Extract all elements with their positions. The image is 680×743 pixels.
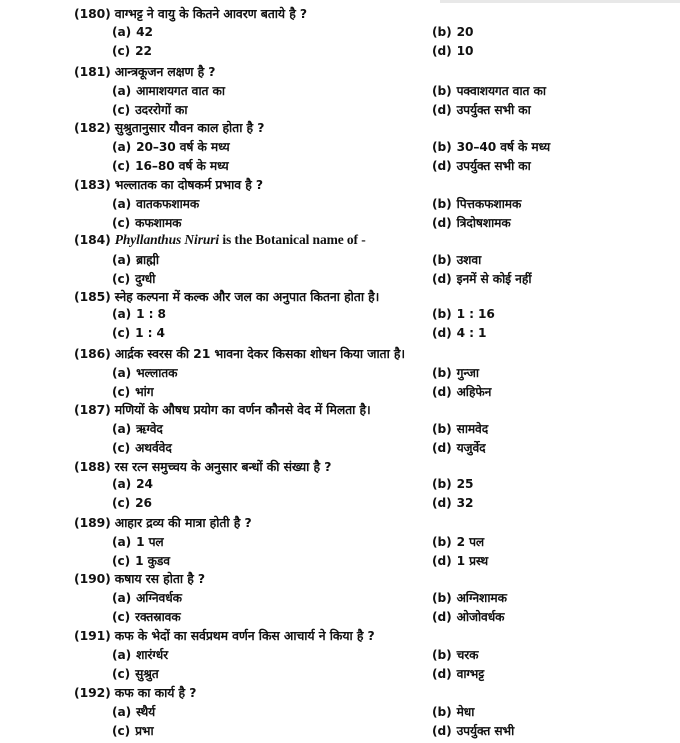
question-number: (192): [74, 685, 111, 700]
question-text: भल्लातक का दोषकर्म प्रभाव है ?: [114, 177, 263, 192]
question-185: [74, 288, 379, 305]
option-c: (c) 22: [112, 44, 152, 58]
option-d: (d) 1 प्रस्थ: [432, 554, 489, 568]
question-192: [74, 684, 196, 701]
option-a: (a) ब्राह्मी: [112, 253, 159, 267]
question-text: आन्त्रकूजन लक्षण है ?: [114, 64, 216, 79]
option-d: (d) 10: [432, 44, 474, 58]
option-c: (c) अथर्ववेद: [112, 441, 172, 455]
option-d: (d) 32: [432, 496, 474, 510]
option-b: (b) 2 पल: [432, 535, 485, 549]
option-c: (c) भांग: [112, 385, 154, 399]
question-text: कषाय रस होता है ?: [114, 571, 206, 586]
option-b: (b) 25: [432, 477, 474, 491]
question-180: [74, 5, 307, 22]
option-c: (c) कफशामक: [112, 216, 182, 230]
option-a: (a) 20–30 वर्ष के मध्य: [112, 140, 230, 154]
option-a: (a) ऋग्वेद: [112, 422, 163, 436]
question-text: कफ का कार्य है ?: [114, 685, 197, 700]
question-text: आर्द्रक स्वरस की 21 भावना देकर किसका शोधन किया जाता है।: [114, 346, 406, 361]
question-183: [74, 176, 263, 193]
option-c: (c) दुग्धी: [112, 272, 156, 286]
option-c: (c) रक्तस्रावक: [112, 610, 181, 624]
question-number: (182): [74, 120, 111, 135]
option-d: (d) ओजोवर्धक: [432, 610, 505, 624]
option-d: (d) यजुर्वेद: [432, 441, 486, 455]
question-number: (187): [74, 402, 111, 417]
question-number: (186): [74, 346, 111, 361]
option-b: (b) अग्निशामक: [432, 591, 507, 605]
question-186: [74, 345, 405, 362]
question-text: कफ के भेदों का सर्वप्रथम वर्णन किस आचार्य ने किया है ?: [114, 628, 375, 643]
option-b: (b) पित्तकफशामक: [432, 197, 522, 211]
question-text: मणियों के औषध प्रयोग का वर्णन कौनसे वेद में मिलता है।: [114, 402, 371, 417]
question-189: [74, 514, 252, 531]
option-c: (c) 26: [112, 496, 152, 510]
question-187: [74, 401, 371, 418]
question-number: (183): [74, 177, 111, 192]
option-a: (a) आमाशयगत वात का: [112, 84, 225, 98]
question-182: [74, 119, 264, 136]
option-c: (c) सुश्रुत: [112, 667, 159, 681]
option-d: (d) 4 : 1: [432, 326, 487, 340]
option-b: (b) 20: [432, 25, 474, 39]
option-d: (d) त्रिदोषशामक: [432, 216, 511, 230]
option-b: (b) सामवेद: [432, 422, 489, 436]
option-b: (b) 1 : 16: [432, 307, 495, 321]
question-191: [74, 627, 375, 644]
option-a: (a) 42: [112, 25, 153, 39]
question-number: (190): [74, 571, 111, 586]
option-d: (d) उपर्युक्त सभी का: [432, 103, 531, 117]
option-a: (a) वातकफशामक: [112, 197, 200, 211]
question-text: रस रत्न समुच्चय के अनुसार बन्धों की संख्या है ?: [114, 459, 332, 474]
option-c: (c) 16–80 वर्ष के मध्य: [112, 159, 229, 173]
question-number: (189): [74, 515, 111, 530]
option-a: (a) 24: [112, 477, 153, 491]
option-d: (d) वाग्भट्ट: [432, 667, 485, 681]
question-text: Phyllanthus Niruri is the Botanical name of -: [114, 232, 366, 247]
option-b: (b) उशवा: [432, 253, 482, 267]
option-d: (d) इनमें से कोई नहीं: [432, 272, 532, 286]
question-181: [74, 63, 215, 80]
option-a: (a) अग्निवर्धक: [112, 591, 182, 605]
option-c: (c) उदररोगों का: [112, 103, 188, 117]
question-number: (184): [74, 232, 111, 247]
option-a: (a) 1 : 8: [112, 307, 166, 321]
question-number: (188): [74, 459, 111, 474]
option-d: (d) अहिफेन: [432, 385, 492, 399]
top-edge-artifact: [440, 0, 680, 3]
option-b: (b) मेधा: [432, 705, 475, 719]
option-a: (a) 1 पल: [112, 535, 164, 549]
option-b: (b) पक्वाशयगत वात का: [432, 84, 546, 98]
question-184: [74, 232, 366, 248]
question-text: वाग्भट्ट ने वायु के कितने आवरण बताये है ?: [114, 6, 307, 21]
option-b: (b) चरक: [432, 648, 479, 662]
question-number: (191): [74, 628, 111, 643]
question-number: (180): [74, 6, 111, 21]
question-190: [74, 570, 205, 587]
question-188: [74, 458, 331, 475]
option-b: (b) गुन्जा: [432, 366, 479, 380]
question-text: स्नेह कल्पना में कल्क और जल का अनुपात कितना होता है।: [114, 289, 380, 304]
question-number: (181): [74, 64, 111, 79]
option-d: (d) उपर्युक्त सभी: [432, 724, 515, 738]
option-b: (b) 30–40 वर्ष के मध्य: [432, 140, 551, 154]
option-a: (a) भल्लातक: [112, 366, 178, 380]
option-d: (d) उपर्युक्त सभी का: [432, 159, 531, 173]
question-number: (185): [74, 289, 111, 304]
option-c: (c) 1 कुडव: [112, 554, 170, 568]
botanical-name: Phyllanthus Niruri: [114, 232, 220, 247]
question-text: आहार द्रव्य की मात्रा होती है ?: [114, 515, 252, 530]
option-c: (c) 1 : 4: [112, 326, 165, 340]
question-text: सुश्रुतानुसार यौवन काल होता है ?: [114, 120, 265, 135]
option-a: (a) स्थैर्य: [112, 705, 156, 719]
option-a: (a) शारंर्ग्धर: [112, 648, 169, 662]
option-c: (c) प्रभा: [112, 724, 154, 738]
